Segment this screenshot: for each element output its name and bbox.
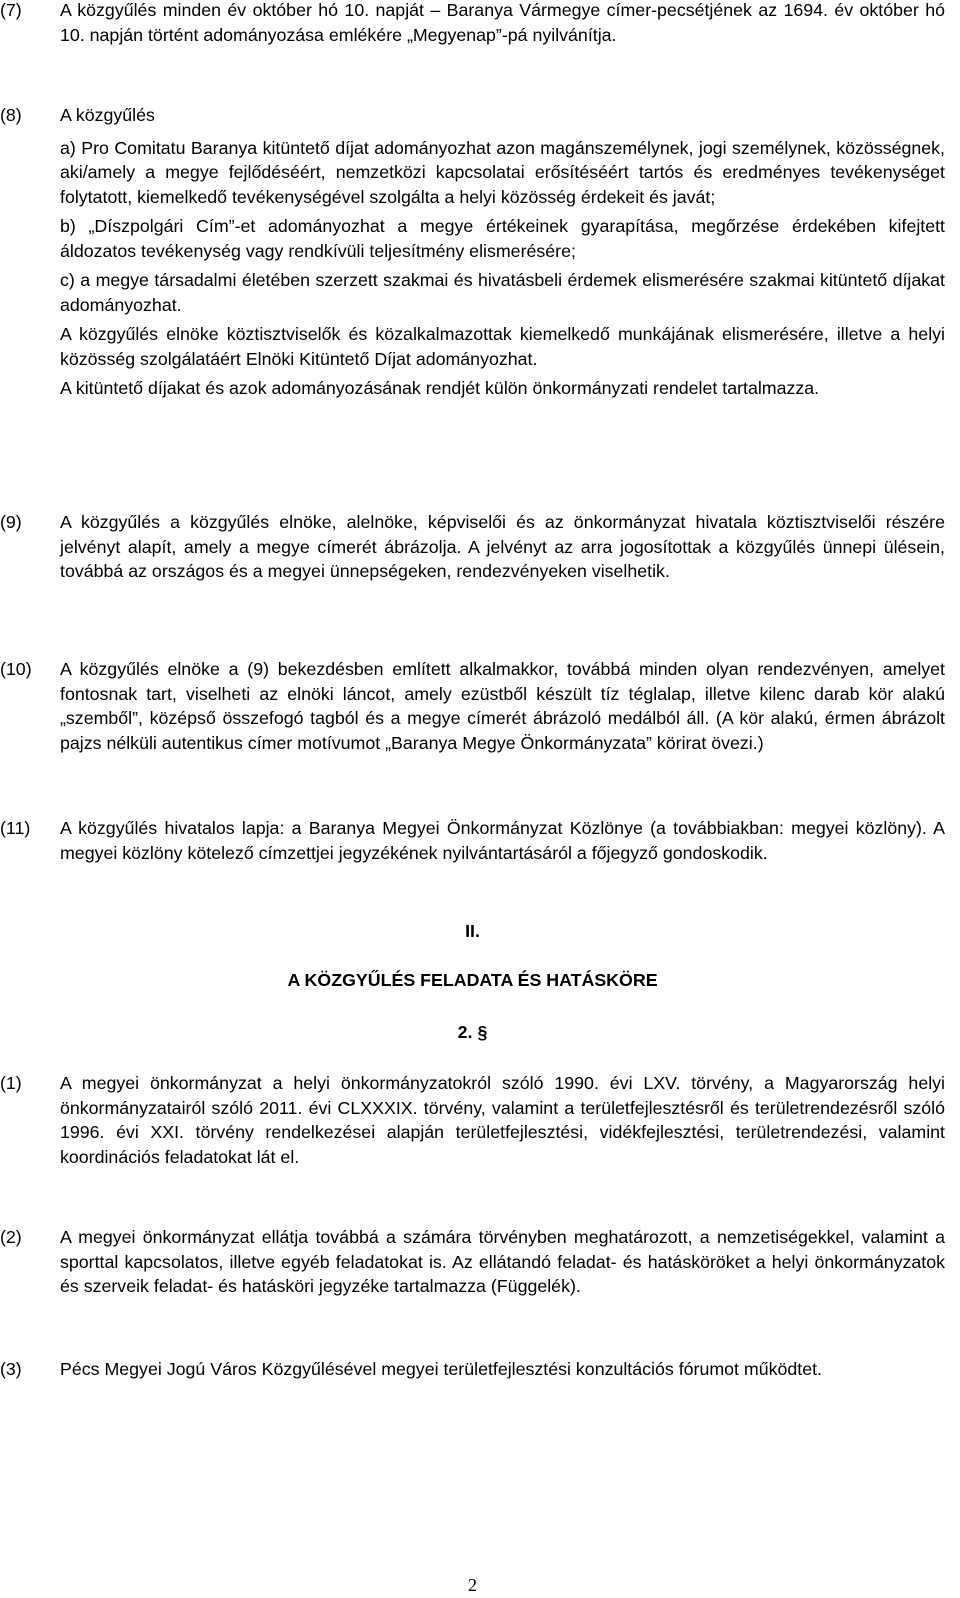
paragraph-number: (8) [0, 105, 22, 125]
paragraph-body [60, 0, 945, 47]
page-number: 2 [468, 1575, 477, 1595]
list-item-b: b) „Díszpolgári Cím”-et adományozhat a megye értékeinek gyarapítása, megőrzése érdekében kifejtett áldozatos tevékenység vagy rendkívüli teljesítmény elismerésére; [60, 216, 945, 261]
chapter-title: A KÖZGYŰLÉS FELADATA ÉS HATÁSKÖRE [287, 970, 658, 990]
paragraph-text: A közgyűlés a közgyűlés elnöke, alelnöke, képviselői és az önkormányzat hivatala köztisztviselői részére jelvényt alapít, amely a megye címerét ábrázolja. A jelvényt az arra jogosítottak a közgyűlés ünnepi ülésein, továbbá az országos és a megyei ünnepségeken, rendezvényeken viselhetik. [60, 512, 945, 581]
paragraph-8 [0, 103, 945, 401]
paragraph-text: A megyei önkormányzat a helyi önkormányzatokról szóló 1990. évi LXV. törvény, a Magyarország helyi önkormányzatairól szóló 2011. évi CLXXXIX. törvény, valamint a területfejlesztésről és területrendezésről szóló 1996. évi XXI. törvény rendelkezései alapján területfejlesztési, vidékfejlesztési, területrendezési, valamint koordinációs feladatokat lát el. [60, 1073, 945, 1167]
paragraph-number: (2) [0, 1227, 22, 1247]
paragraph-body [60, 1071, 945, 1169]
paragraph-body [60, 816, 945, 865]
paragraph-10 [0, 657, 945, 755]
list-item-c: c) a megye társadalmi életében szerzett szakmai és hivatásbeli érdemek elismerésére szakmai kitüntető díjakat adományozhat. [60, 270, 945, 315]
paragraph-body [60, 510, 945, 584]
paragraph-7 [0, 0, 945, 47]
paragraph-number: (10) [0, 659, 32, 679]
paragraph-number: (1) [0, 1073, 22, 1093]
paragraph-body [60, 1225, 945, 1299]
section-2-paragraph-1 [0, 1071, 945, 1169]
paragraph-text: A megyei önkormányzat ellátja továbbá a számára törvényben meghatározott, a nemzetiségekkel, valamint a sporttal kapcsolatos, illetve egyéb feladatokat is. Az ellátandó feladat- és hatásköröket a helyi önkormányzatok és szerveik feladat- és hatásköri jegyzéke tartalmazza (Függelék). [60, 1227, 945, 1296]
paragraph-body [60, 103, 945, 401]
section-number: 2. [457, 1022, 473, 1042]
section-2-paragraph-3 [0, 1357, 945, 1382]
list-item-a: a) Pro Comitatu Baranya kitüntető díjat adományozhat azon magánszemélynek, jogi személynek, közösségnek, aki/amely a megye fejlődéséért, nemzetközi kapcsolatai erősítéséért tartós és eredményes tevékenységet folytatott, kiemelkedő tevékenységével szolgálta a helyi közösség érdekeit és javát; [60, 137, 945, 207]
section-symbol: § [477, 1022, 488, 1042]
president-award-text: A közgyűlés elnöke köztisztviselők és közalkalmazottak kiemelkedő munkájának elismerésére, illetve a helyi közösség szolgálatáért Elnöki Kitüntető Díjat adományozhat. [60, 324, 945, 369]
paragraph-body [60, 1357, 945, 1382]
paragraph-intro: A közgyűlés [60, 105, 155, 125]
award-regulation-text: A kitüntető díjakat és azok adományozásának rendjét külön önkormányzati rendelet tartalmazza. [60, 378, 820, 398]
paragraph-text: A közgyűlés hivatalos lapja: a Baranya Megyei Önkormányzat Közlönye (a továbbiakban: megyei közlöny). A megyei közlöny kötelező címzettjei jegyzékének nyilvántartásáról a főjegyző gondoskodik. [60, 818, 945, 863]
paragraph-text: A közgyűlés minden év október hó 10. napját – Baranya Vármegye címer-pecsétjének az 1694. év október hó 10. napján történt adományozása emlékére „Megyenap”-pá nyilvánítja. [60, 0, 945, 45]
paragraph-9 [0, 510, 945, 584]
section-2-paragraph-2 [0, 1225, 945, 1299]
paragraph-number: (11) [0, 818, 31, 838]
paragraph-number: (9) [0, 512, 22, 532]
chapter-number: II. [465, 921, 480, 941]
paragraph-11 [0, 816, 945, 865]
paragraph-text: Pécs Megyei Jogú Város Közgyűlésével megyei területfejlesztési konzultációs fórumot működtet. [60, 1359, 822, 1379]
paragraph-number: (3) [0, 1359, 22, 1379]
paragraph-number: (7) [0, 0, 22, 20]
section-heading [0, 1020, 945, 1045]
paragraph-body [60, 657, 945, 755]
paragraph-text: A közgyűlés elnöke a (9) bekezdésben említett alkalmakkor, továbbá minden olyan rendezvényen, amelyet fontosnak tart, viselheti az elnöki láncot, amely ezüstből készült tíz téglalap, illetve kilenc darab kör alakú „szemből”, középső összefogó tagból és a megye címerét ábrázoló medálból áll. (A kör alakú, érmen ábrázolt pajzs nélküli autentikus címer motívumot „Baranya Megye Önkormányzata” körirat övezi.) [60, 659, 945, 753]
